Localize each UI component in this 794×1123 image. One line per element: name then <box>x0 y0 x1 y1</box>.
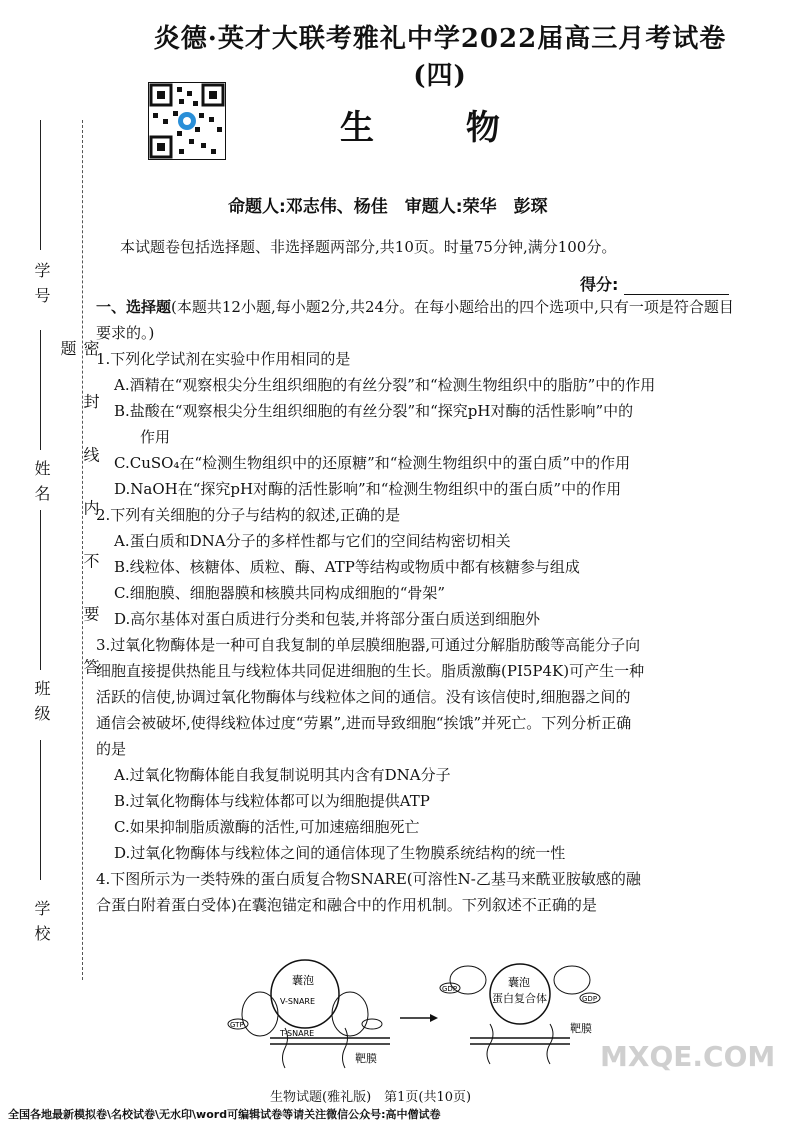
complex-label-2: 蛋白复合体 <box>492 992 547 1005</box>
section-note: (本题共12小题,每小题2分,共24分。在每小题给出的四个选项中,只有一项是符合题目要求的。) <box>96 298 734 342</box>
score-blank[interactable] <box>624 280 729 295</box>
section-title: 一、选择题 <box>96 298 172 316</box>
authors-line: 命题人:邓志伟、杨佳 审题人:荣华 彭琛 <box>228 197 548 217</box>
tsnare-label: T-SNARE <box>280 1029 315 1038</box>
student-id-label: 学 号 <box>32 262 51 306</box>
option: B.线粒体、核糖体、质粒、酶、ATP等结构或物质中都有核糖参与组成 <box>114 558 580 576</box>
option: A.过氧化物酶体能自我复制说明其内含有DNA分子 <box>114 766 451 784</box>
option: C.如果抑制脂质激酶的活性,可加速癌细胞死亡 <box>114 818 420 836</box>
question-stem-line: 3.过氧化物酶体是一种可自我复制的单层膜细胞器,可通过分解脂肪酸等高能分子向 <box>96 636 641 654</box>
question-content <box>96 294 736 918</box>
vesicle-label: 囊泡 <box>292 974 314 987</box>
question-stem-line: 通信会被破坏,使得线粒体过度“劳累”,进而导致细胞“挨饿”并死亡。下列分析正确 <box>96 714 632 732</box>
class-line <box>40 510 41 670</box>
gdp-label-left: GDP <box>442 985 458 993</box>
question-stem: 2.下列有关细胞的分子与结构的叙述,正确的是 <box>96 506 401 524</box>
option: A.蛋白质和DNA分子的多样性都与它们的空间结构密切相关 <box>114 532 511 550</box>
question-stem-line: 细胞直接提供热能且与线粒体共同促进细胞的生长。脂质激酶(PI5P4K)可产生一种 <box>96 662 645 680</box>
score-label: 得分: <box>580 275 619 294</box>
option: D.NaOH在“探究pH对酶的活性影响”和“检测生物组织中的蛋白质”中的作用 <box>114 480 622 498</box>
question-stem-line: 活跃的信使,协调过氧化物酶体与线粒体之间的通信。没有该信使时,细胞器之间的 <box>96 688 631 706</box>
school-line <box>40 740 41 880</box>
gdp-label-right: GDP <box>582 995 598 1003</box>
seal-line-text: 密 封 线 内 不 要 答 题 <box>58 340 100 691</box>
option: D.过氧化物酶体与线粒体之间的通信体现了生物膜系统结构的统一性 <box>114 844 566 862</box>
qr-code-icon[interactable] <box>148 82 226 160</box>
watermark: MXQE.COM <box>600 1040 776 1073</box>
score-field[interactable] <box>580 272 729 295</box>
section-heading <box>96 294 736 346</box>
id-line <box>40 120 41 250</box>
exam-title: 炎德·英才大联考雅礼中学2022届高三月考试卷(四) <box>153 24 727 91</box>
vsnare-label: V-SNARE <box>280 997 316 1006</box>
complex-label-1: 囊泡 <box>508 976 530 989</box>
question-stem-line: 的是 <box>96 740 127 758</box>
option: B.盐酸在“观察根尖分生组织细胞的有丝分裂”和“探究pH对酶的活性影响”中的 <box>114 402 634 420</box>
seal-dashed-line <box>82 120 83 980</box>
option-continuation: 作用 <box>140 428 171 446</box>
student-name-label: 姓 名 <box>32 460 51 504</box>
option: C.细胞膜、细胞器膜和核膜共同构成细胞的“骨架” <box>114 584 446 602</box>
bottom-note: 全国各地最新模拟卷\名校试卷\无水印\word可编辑试卷等请关注微信公众号:高中僧试卷 <box>8 1108 441 1121</box>
class-label: 班 级 <box>32 680 51 724</box>
question-stem-line: 合蛋白附着蛋白受体)在囊泡锚定和融合中的作用机制。下列叙述不正确的是 <box>96 896 597 914</box>
question-stem-line: 4.下图所示为一类特殊的蛋白质复合物SNARE(可溶性N-乙基马来酰亚胺敏感的融 <box>96 870 641 888</box>
option: D.高尔基体对蛋白质进行分类和包装,并将部分蛋白质送到细胞外 <box>114 610 541 628</box>
option: A.酒精在“观察根尖分生组织细胞的有丝分裂”和“检测生物组织中的脂肪”中的作用 <box>114 376 656 394</box>
target-membrane-label: 靶膜 <box>355 1052 377 1065</box>
snare-diagram <box>220 958 620 1078</box>
question-stem: 1.下列化学试剂在实验中作用相同的是 <box>96 350 351 368</box>
name-line <box>40 330 41 450</box>
subject-title: 生 物 <box>340 108 540 148</box>
option: B.过氧化物酶体与线粒体都可以为细胞提供ATP <box>114 792 430 810</box>
option: C.CuSO₄在“检测生物组织中的还原糖”和“检测生物组织中的蛋白质”中的作用 <box>114 454 631 472</box>
page-footer: 生物试题(雅礼版) 第1页(共10页) <box>270 1090 472 1105</box>
gtp-label-left: GTP <box>230 1021 244 1029</box>
target-membrane-label-right: 靶膜 <box>570 1022 592 1035</box>
school-label: 学 校 <box>32 900 51 944</box>
exam-intro: 本试题卷包括选择题、非选择题两部分,共10页。时量75分钟,满分100分。 <box>120 238 617 256</box>
